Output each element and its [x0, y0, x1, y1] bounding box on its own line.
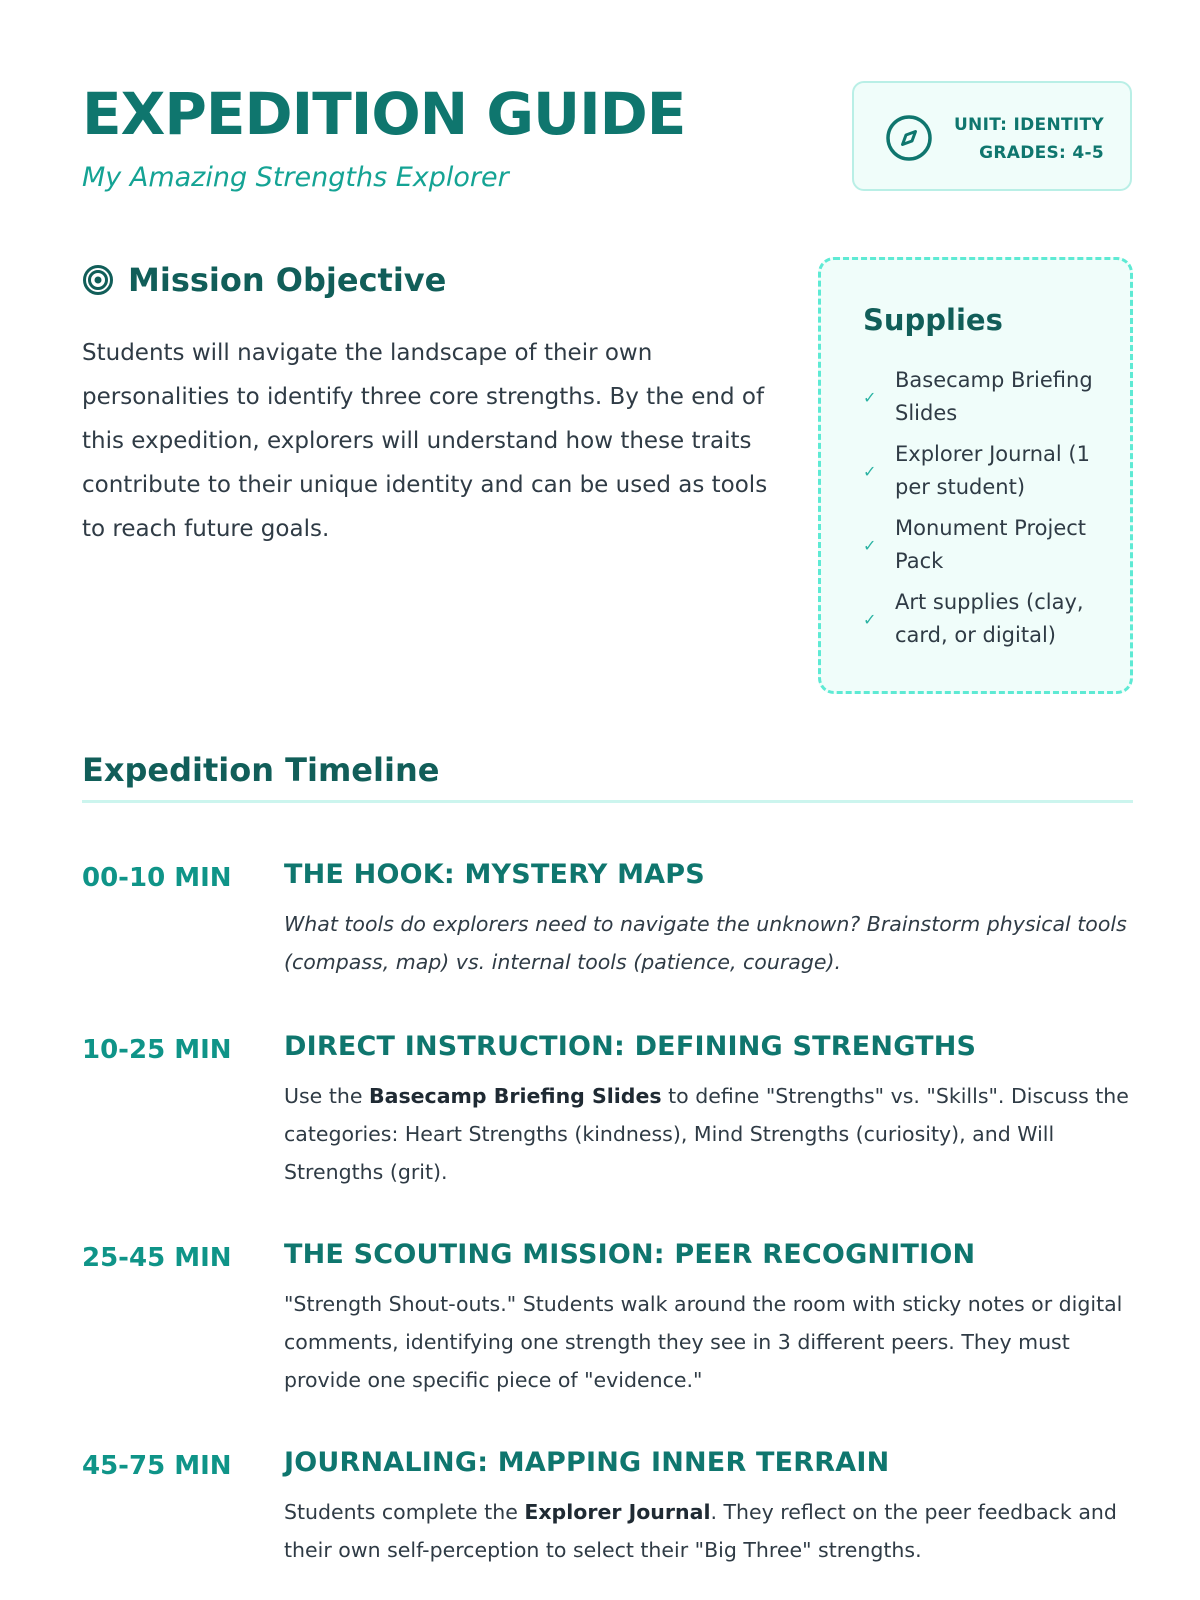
- timeline-title: THE HOOK: MYSTERY MAPS: [284, 859, 705, 890]
- desc-text: to define "Strengths" vs. "Skills". Discuss the categories: Heart Strengths (kindness), Mind Strengths (curiosity), and Will Strengths (grit).: [284, 1084, 1129, 1184]
- check-icon: ✓: [863, 461, 877, 481]
- unit-badge-text: [954, 111, 1104, 167]
- supply-item: [863, 434, 1123, 508]
- mission-text: Students will navigate the landscape of their own personalities to identify three core strengths. By the end of this expedition, explorers will understand how these traits contribute to their unique identity and can be used as tools to reach future goals.: [82, 340, 768, 542]
- desc-text: Students complete the: [284, 1500, 525, 1524]
- page-subtitle: My Amazing Strengths Explorer: [82, 162, 509, 193]
- desc-text: Use the: [284, 1084, 369, 1108]
- desc-bold-text: Explorer Journal: [524, 1500, 711, 1524]
- timeline-time: 25-45 MIN: [82, 1243, 232, 1273]
- timeline-description: [284, 1077, 1134, 1191]
- unit-label: UNIT: IDENTITY: [953, 115, 1104, 135]
- unit-badge: [852, 81, 1132, 191]
- timeline-time: 00-10 MIN: [82, 863, 232, 893]
- mission-heading-label: Mission Objective: [128, 261, 447, 299]
- mission-heading: [82, 258, 446, 302]
- desc-text: . They reflect on the peer feedback and their own self-perception to select their "Big Three" strengths.: [284, 1500, 1117, 1562]
- target-icon: [82, 264, 114, 296]
- supply-label: Explorer Journal (1 per student): [895, 442, 1090, 499]
- timeline-description: "Strength Shout-outs." Students walk around the room with sticky notes or digital comments, identifying one strength they see in 3 different peers. They must provide one specific piece of "evidence.": [284, 1292, 1123, 1392]
- timeline-description: [284, 1493, 1134, 1569]
- timeline-title: DIRECT INSTRUCTION: DEFINING STRENGTHS: [284, 1031, 977, 1062]
- supply-label: Art supplies (clay, card, or digital): [895, 590, 1084, 647]
- timeline-heading: Expedition Timeline: [82, 751, 440, 789]
- supplies-box: [818, 257, 1133, 694]
- supply-item: [863, 508, 1123, 582]
- desc-bold-text: Basecamp Briefing Slides: [368, 1084, 662, 1108]
- timeline-description: What tools do explorers need to navigate the unknown? Brainstorm physical tools (compass, map) vs. internal tools (patience, courage).: [284, 912, 1127, 974]
- supplies-list: [863, 360, 1123, 656]
- grades-label: GRADES: 4-5: [979, 143, 1104, 163]
- supply-item: [863, 582, 1123, 656]
- compass-icon: [884, 113, 934, 163]
- timeline-time: 45-75 MIN: [82, 1451, 232, 1481]
- check-icon: ✓: [863, 535, 877, 555]
- page-title: EXPEDITION GUIDE: [82, 80, 686, 148]
- supply-label: Monument Project Pack: [895, 516, 1087, 573]
- timeline-title: JOURNALING: MAPPING INNER TERRAIN: [284, 1447, 890, 1478]
- check-icon: ✓: [863, 387, 877, 407]
- timeline-title: THE SCOUTING MISSION: PEER RECOGNITION: [284, 1239, 976, 1270]
- timeline-time: 10-25 MIN: [82, 1035, 232, 1065]
- timeline-divider: [82, 800, 1133, 803]
- supply-item: [863, 360, 1123, 434]
- supplies-heading: Supplies: [863, 303, 1003, 337]
- check-icon: ✓: [863, 609, 877, 629]
- supply-label: Basecamp Briefing Slides: [895, 368, 1093, 425]
